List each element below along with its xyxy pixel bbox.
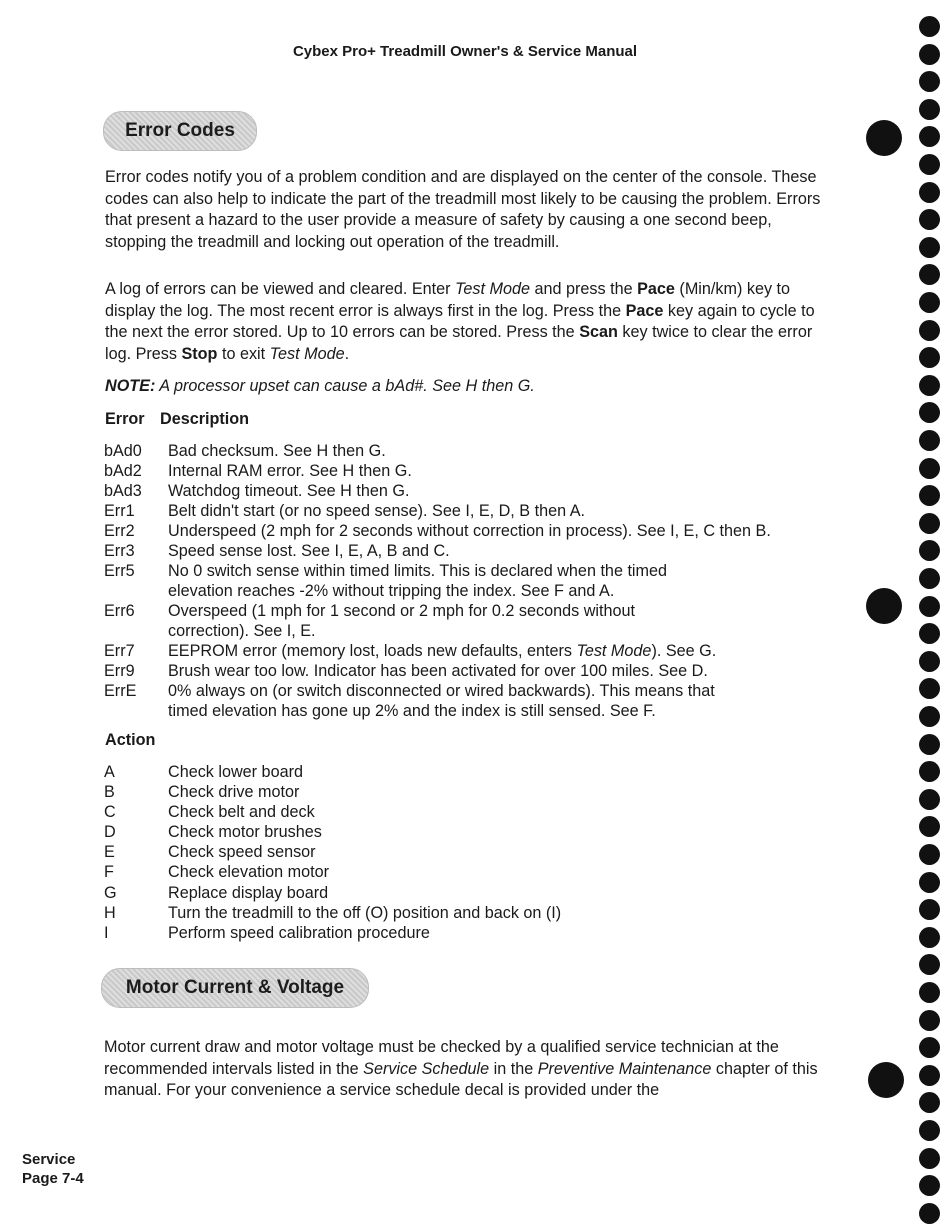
action-text: Check belt and deck: [168, 803, 315, 822]
binder-hole: [919, 899, 940, 920]
binder-hole: [919, 816, 940, 837]
italic-term: Test Mode: [576, 642, 652, 660]
bold-term: Stop: [181, 345, 218, 364]
binder-hole: [919, 789, 940, 810]
text-run: ). See G.: [651, 642, 717, 660]
error-code: Err1: [104, 502, 135, 520]
action-code: F: [104, 863, 114, 882]
intro-paragraph-2: [105, 279, 835, 366]
binder-hole: [919, 954, 940, 975]
action-code: B: [104, 783, 115, 802]
binder-hole: [919, 761, 940, 782]
action-row: [104, 862, 704, 882]
text-run: Motor current draw and motor voltage must be checked by a qualified service technician at the recommended intervals listed in the: [104, 1038, 779, 1078]
binder-hole: [919, 1175, 940, 1196]
binder-hole: [919, 982, 940, 1003]
text-run: Internal RAM error. See H then G.: [168, 462, 412, 480]
error-description: [168, 441, 386, 461]
binder-hole: [919, 678, 940, 699]
action-text: Check lower board: [168, 763, 303, 781]
binder-hole: [919, 872, 940, 893]
binder-hole: [919, 844, 940, 865]
binder-hole: [919, 458, 940, 479]
action-code: A: [104, 763, 115, 781]
error-description: [168, 521, 771, 541]
error-code: Err5: [104, 562, 135, 580]
error-code: bAd2: [104, 462, 142, 480]
error-code: Err6: [104, 602, 135, 620]
text-run: Bad checksum. See H then G.: [168, 442, 386, 460]
bold-term: Pace: [625, 301, 664, 320]
error-code: ErrE: [104, 682, 137, 700]
action-text: Check motor brushes: [168, 823, 322, 842]
action-code: I: [104, 923, 109, 942]
bold-term: Scan: [579, 323, 618, 342]
action-code: H: [104, 903, 116, 922]
action-code: C: [104, 803, 116, 822]
action-code: E: [104, 843, 115, 862]
error-column-heading: Error: [105, 410, 145, 428]
error-row: [104, 501, 844, 521]
error-code-list: [104, 441, 844, 721]
error-row: [104, 441, 844, 461]
binder-hole: [919, 154, 940, 175]
error-row: [104, 681, 844, 721]
italic-term: Test Mode: [455, 280, 531, 298]
action-row: [104, 822, 704, 842]
error-description: [168, 601, 688, 641]
italic-term: Test Mode: [269, 345, 345, 364]
binder-hole: [919, 375, 940, 396]
motor-paragraph: [104, 1037, 819, 1102]
text-run: key twice to clear the error log. Press: [105, 323, 813, 364]
binder-hole: [919, 264, 940, 285]
text-run: Brush wear too low. Indicator has been activated for over 100 miles. See D.: [168, 662, 708, 680]
binder-hole: [919, 568, 940, 589]
text-run: in the: [489, 1059, 538, 1078]
binder-hole: [919, 485, 940, 506]
text-run: and press the: [530, 280, 638, 298]
text-run: Speed sense lost. See I, E, A, B and C.: [168, 542, 450, 560]
error-description: [168, 481, 409, 501]
description-column-heading: Description: [160, 410, 250, 428]
error-row: [104, 521, 844, 541]
text-run: Overspeed (1 mph for 1 second or 2 mph for 0.2 seconds without correction). See I, E.: [168, 602, 635, 640]
action-list: [104, 762, 704, 943]
action-row: [104, 903, 704, 923]
error-description: [168, 561, 728, 601]
italic-term: Service Schedule: [363, 1059, 490, 1078]
binder-hole: [919, 1010, 940, 1031]
action-code: G: [104, 883, 117, 902]
binder-hole: [919, 623, 940, 644]
binder-hole: [919, 182, 940, 203]
binder-hole: [919, 126, 940, 147]
action-text: Replace display board: [168, 883, 329, 902]
binder-hole: [919, 44, 940, 65]
intro-paragraph-1: Error codes notify you of a problem condition and are displayed on the center of the console. These codes can also help to indicate the part of the treadmill most likely to be causing the problem. Errors that present a hazard to the user provide a measure of safety by causing a one second beep, stopping the treadmill and locking out operation of the treadmill.: [105, 168, 821, 252]
section-title-motor-current-voltage: Motor Current & Voltage: [101, 968, 369, 1008]
error-row: [104, 481, 844, 501]
error-code: Err3: [104, 542, 135, 560]
action-text: Check drive motor: [168, 783, 300, 802]
error-row: [104, 461, 844, 481]
page-header: Cybex Pro+ Treadmill Owner's & Service Manual: [292, 43, 638, 60]
error-code: bAd0: [104, 442, 142, 460]
binder-hole: [919, 1065, 940, 1086]
binder-hole: [919, 513, 940, 534]
text-run: Belt didn't start (or no speed sense). See I, E, D, B then A.: [168, 502, 585, 520]
text-run: .: [344, 345, 350, 364]
binder-hole: [919, 1203, 940, 1224]
error-row: [104, 601, 844, 641]
binder-holes: [910, 0, 950, 1223]
error-row: [104, 541, 844, 561]
binder-hole: [919, 651, 940, 672]
text-run: (Min/km) key to display the log. The most recent error is always first in the log. Press the: [105, 280, 791, 320]
text-run: 0% always on (or switch disconnected or wired backwards). This means that timed elevation has gone up 2% and the index is still sensed. See F.: [168, 682, 715, 720]
text-run: chapter of this manual. For your convenience a service schedule decal is provided under the: [104, 1059, 818, 1100]
binder-ring-hole: [866, 588, 902, 624]
binder-hole: [919, 320, 940, 341]
text-run: A log of errors can be viewed and cleared. Enter: [105, 280, 456, 298]
error-description: [168, 681, 728, 721]
error-row: [104, 641, 844, 661]
action-text: Perform speed calibration procedure: [168, 923, 430, 942]
text-run: key again to cycle to the next the error stored. Up to 10 errors can be stored. Press the: [105, 301, 815, 342]
binder-hole: [919, 734, 940, 755]
error-code: Err9: [104, 662, 135, 680]
action-row: [104, 923, 704, 943]
bold-term: Pace: [637, 280, 675, 298]
action-heading: Action: [105, 731, 156, 749]
page-footer: [22, 1150, 84, 1188]
error-code: bAd3: [104, 482, 142, 500]
binder-hole: [919, 209, 940, 230]
binder-ring-hole: [868, 1062, 904, 1098]
binder-hole: [919, 16, 940, 37]
binder-hole: [919, 1037, 940, 1058]
action-code: D: [104, 823, 116, 842]
error-description: [168, 501, 585, 521]
footer-section: Service: [22, 1151, 76, 1168]
binder-hole: [919, 927, 940, 948]
binder-hole: [919, 402, 940, 423]
binder-hole: [919, 706, 940, 727]
binder-hole: [919, 99, 940, 120]
text-run: No 0 switch sense within timed limits. This is declared when the timed elevation reaches -2% without tripping the index. See F and A.: [168, 562, 668, 600]
action-row: [104, 842, 704, 862]
error-code: Err7: [104, 642, 135, 660]
text-run: Underspeed (2 mph for 2 seconds without correction in process). See I, E, C then B.: [168, 522, 771, 540]
error-description: [168, 661, 708, 681]
binder-hole: [919, 237, 940, 258]
error-row: [104, 561, 844, 601]
footer-page-number: Page 7-4: [22, 1170, 84, 1187]
text-run: to exit: [217, 345, 270, 364]
error-code: Err2: [104, 522, 135, 540]
binder-hole: [919, 347, 940, 368]
action-row: [104, 802, 704, 822]
binder-hole: [919, 1120, 940, 1141]
error-row: [104, 661, 844, 681]
text-run: EEPROM error (memory lost, loads new defaults, enters: [168, 642, 577, 660]
binder-hole: [919, 430, 940, 451]
action-row: [104, 762, 704, 782]
action-text: Turn the treadmill to the off (O) position and back on (I): [168, 903, 562, 922]
processor-note: [105, 377, 535, 396]
note-text: A processor upset can cause a bAd#. See H then G.: [155, 377, 535, 395]
error-description: [168, 641, 716, 661]
binder-hole: [919, 596, 940, 617]
text-run: Watchdog timeout. See H then G.: [168, 482, 410, 500]
error-description: [168, 541, 450, 561]
note-label: NOTE:: [105, 377, 156, 395]
action-row: [104, 782, 704, 802]
binder-ring-hole: [866, 120, 902, 156]
section-title-error-codes: Error Codes: [103, 111, 257, 151]
binder-hole: [919, 71, 940, 92]
action-text: Check elevation motor: [168, 863, 330, 882]
binder-hole: [919, 540, 940, 561]
binder-hole: [919, 292, 940, 313]
error-description: [168, 461, 412, 481]
action-text: Check speed sensor: [168, 843, 316, 862]
binder-hole: [919, 1148, 940, 1169]
action-row: [104, 883, 704, 903]
italic-term: Preventive Maintenance: [537, 1059, 712, 1078]
binder-hole: [919, 1092, 940, 1113]
